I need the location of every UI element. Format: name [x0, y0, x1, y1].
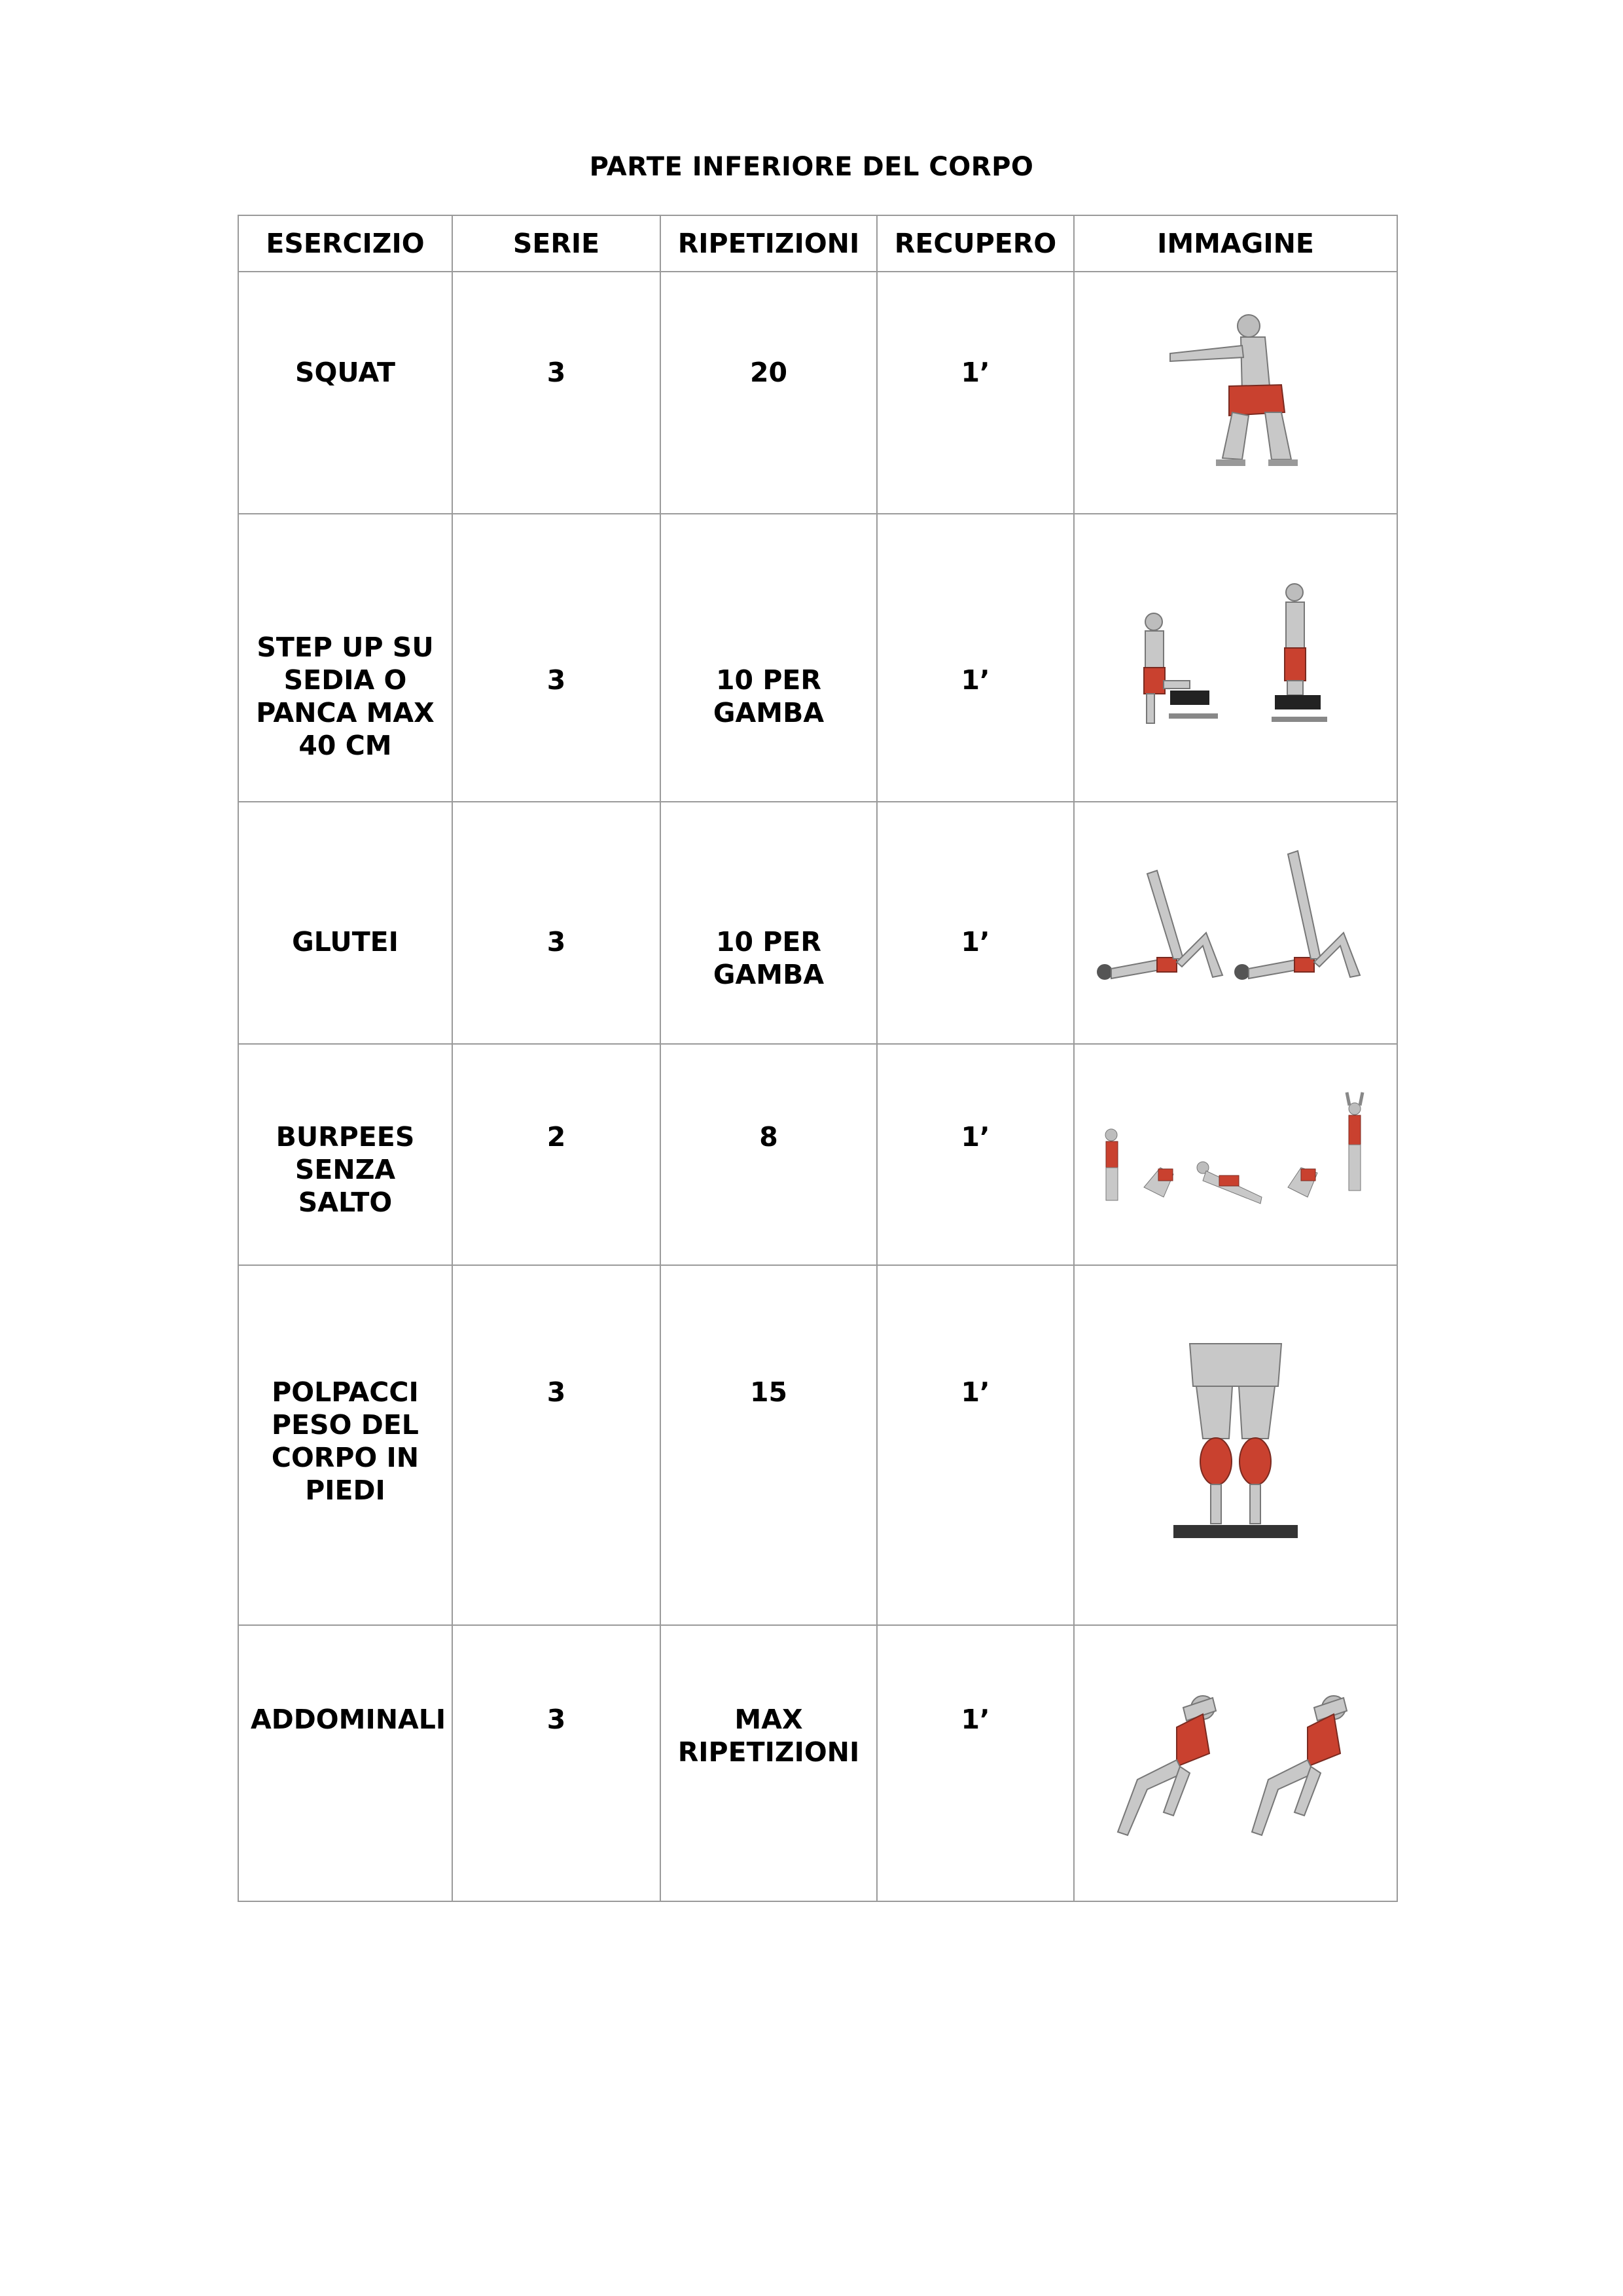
reps-value: 15 — [749, 1376, 788, 1408]
header-rest: RECUPERO — [877, 215, 1074, 272]
table-row — [238, 802, 1397, 1044]
step-up-figure-icon — [1118, 583, 1353, 733]
rest-value: 1’ — [961, 664, 990, 696]
rest-value: 1’ — [961, 1376, 990, 1408]
header-exercise: ESERCIZIO — [238, 215, 452, 272]
sets-value: 3 — [546, 926, 566, 958]
sets-value: 3 — [546, 1376, 566, 1408]
exercise-name: ADDOMINALI — [251, 1704, 446, 1735]
reps-value: MAX RIPETIZIONI — [677, 1704, 860, 1768]
table-header-row — [238, 215, 1397, 272]
workout-table — [238, 215, 1398, 1902]
reps-value: 8 — [759, 1121, 778, 1153]
burpee-sequence-figure-icon — [1098, 1089, 1373, 1220]
sets-value: 3 — [546, 664, 566, 696]
reps-value: 10 PER GAMBA — [713, 926, 825, 990]
exercise-name: SQUAT — [295, 357, 395, 388]
reps-value: 20 — [749, 357, 788, 388]
table-row — [238, 514, 1397, 802]
calf-raise-figure-icon — [1170, 1340, 1301, 1550]
page-title: PARTE INFERIORE DEL CORPO — [589, 152, 1034, 182]
rest-value: 1’ — [961, 357, 990, 388]
glute-bridge-figure-icon — [1092, 848, 1380, 998]
exercise-name: STEP UP SU SEDIA O PANCA MAX 40 CM — [256, 632, 435, 761]
rest-value: 1’ — [961, 1121, 990, 1153]
header-sets: SERIE — [452, 215, 660, 272]
reps-value: 10 PER GAMBA — [713, 664, 825, 728]
rest-value: 1’ — [961, 926, 990, 958]
table-row — [238, 272, 1397, 514]
exercise-name: GLUTEI — [292, 926, 399, 958]
table-row — [238, 1044, 1397, 1265]
sets-value: 2 — [546, 1121, 566, 1153]
exercise-name: BURPEES SENZA SALTO — [276, 1121, 415, 1218]
header-image: IMMAGINE — [1074, 215, 1397, 272]
header-reps: RIPETIZIONI — [660, 215, 877, 272]
table-row — [238, 1265, 1397, 1625]
sets-value: 3 — [546, 357, 566, 388]
exercise-name: POLPACCI PESO DEL CORPO IN PIEDI — [271, 1376, 419, 1506]
rest-value: 1’ — [961, 1704, 990, 1735]
squat-figure-icon — [1150, 308, 1321, 478]
table-row — [238, 1625, 1397, 1901]
sets-value: 3 — [546, 1704, 566, 1735]
crunch-figure-icon — [1105, 1681, 1366, 1845]
